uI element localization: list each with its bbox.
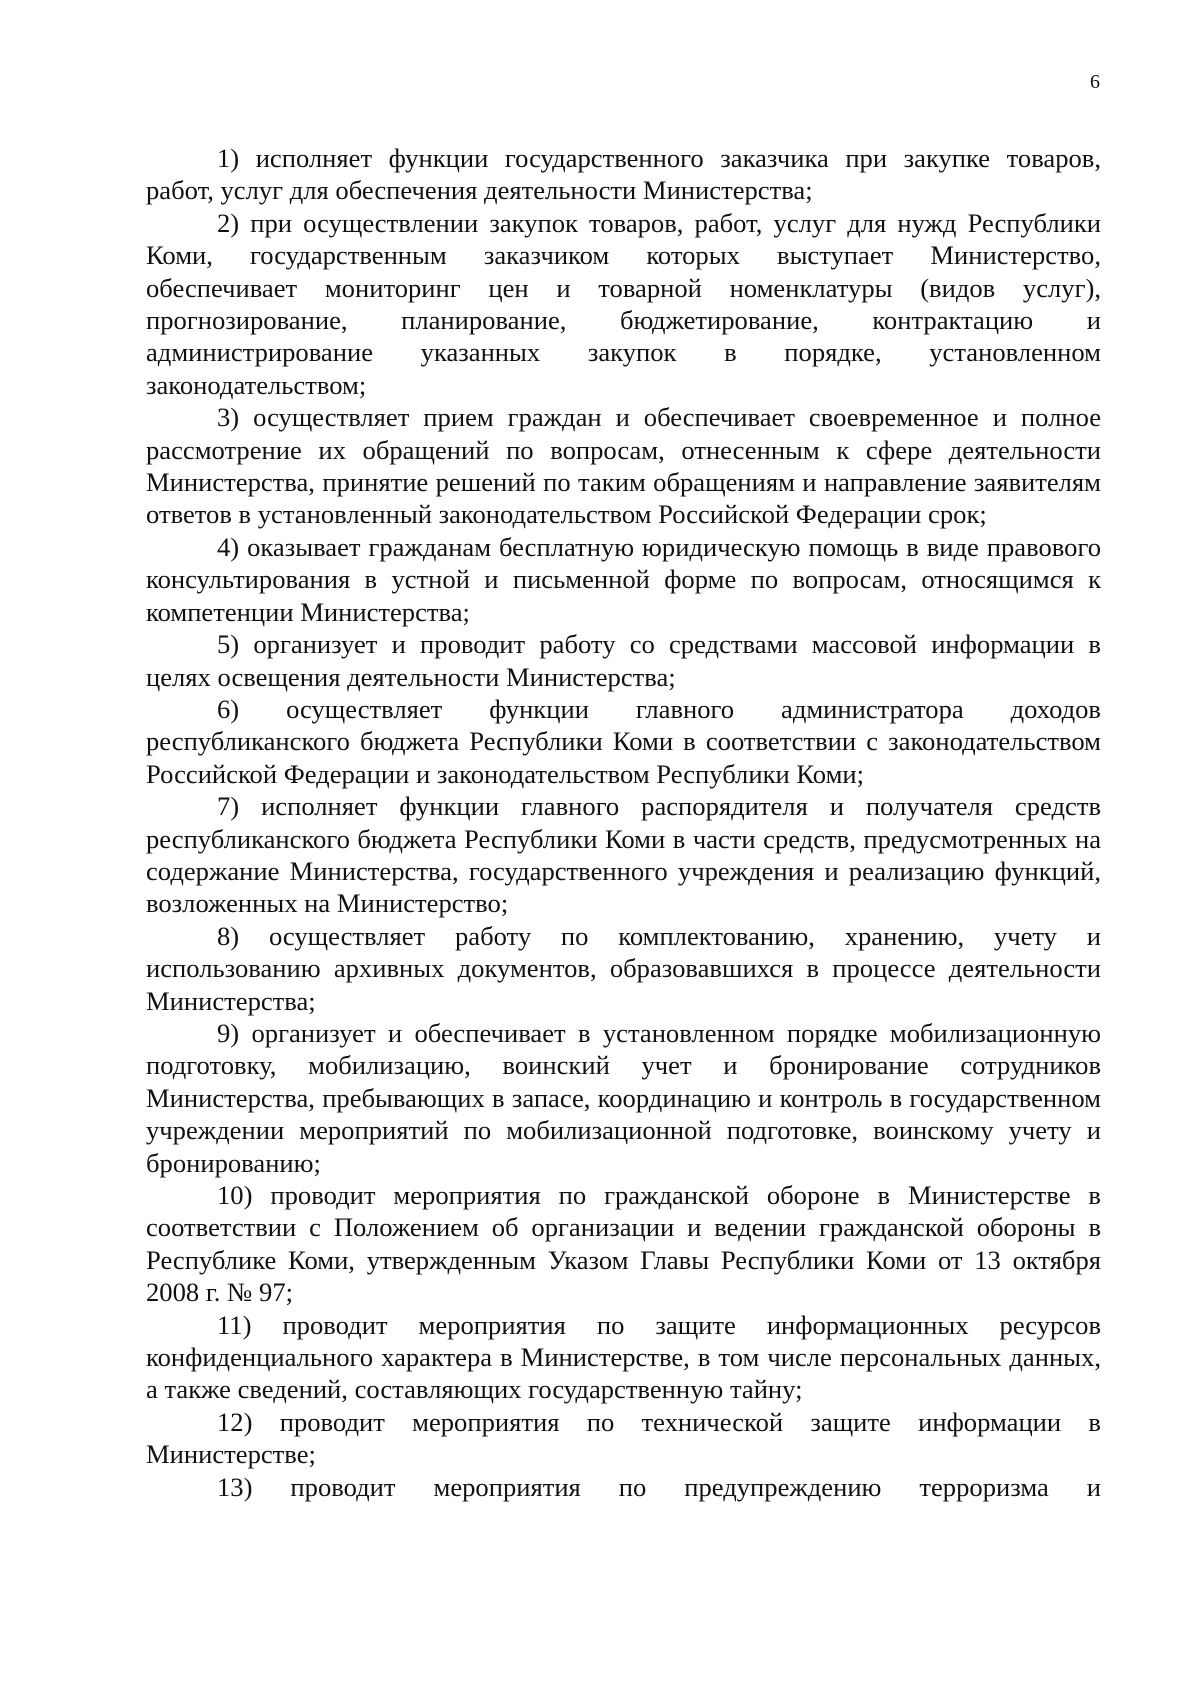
page-number: 6 xyxy=(1090,71,1100,93)
list-item-4: 4) оказывает гражданам бесплатную юридическую помощь в виде правового консультирования в устной и письменной форме по вопросам, относящимся к компетенции Министерства; xyxy=(146,531,1101,627)
list-item-11: 11) проводит мероприятия по защите информационных ресурсов конфиденциального характера в Министерстве, в том числе персональных данных, а также сведений, составляющих государственную тайну; xyxy=(146,1309,1101,1405)
list-item-2: 2) при осуществлении закупок товаров, работ, услуг для нужд Республики Коми, государственным заказчиком которых выступает Министерство, обеспечивает мониторинг цен и товарной номенклатуры (видов услуг), прогнозирование, планирование, бюджетирование, контрактацию и администрирование указанных закупок в порядке, установленном законодательством; xyxy=(146,207,1101,400)
list-item-6: 6) осуществляет функции главного администратора доходов республиканского бюджета Республики Коми в соответствии с законодательством Российской Федерации и законодательством Республики Коми; xyxy=(146,693,1101,789)
list-item-7: 7) исполняет функции главного распорядителя и получателя средств республиканского бюджета Республики Коми в части средств, предусмотренных на содержание Министерства, государственного учреждения и реализацию функций, возложенных на Министерство; xyxy=(146,791,1101,919)
list-item-3: 3) осуществляет прием граждан и обеспечивает своевременное и полное рассмотрение их обращений по вопросам, отнесенным к сфере деятельности Министерства, принятие решений по таким обращениям и направление заявителям ответов в установленный законодательством Российской Федерации срок; xyxy=(146,402,1101,530)
list-item-10: 10) проводит мероприятия по гражданской обороне в Министерстве в соответствии с Положением об организации и ведении гражданской обороны в Республике Коми, утвержденным Указом Главы Республики Коми от 13 октября 2008 г. № 97; xyxy=(146,1180,1101,1308)
document-body xyxy=(146,142,1101,1503)
list-item-9: 9) организует и обеспечивает в установленном порядке мобилизационную подготовку, мобилизацию, воинский учет и бронирование сотрудников Министерства, пребывающих в запасе, координацию и контроль в государственном учреждении мероприятий по мобилизационной подготовке, воинскому учету и бронированию; xyxy=(146,1017,1101,1178)
list-item-13: 13) проводит мероприятия по предупреждению терроризма и xyxy=(217,1471,1101,1502)
list-item-1: 1) исполняет функции государственного заказчика при закупке товаров, работ, услуг для обеспечения деятельности Министерства; xyxy=(146,143,1101,206)
list-item-8: 8) осуществляет работу по комплектованию, хранению, учету и использованию архивных документов, образовавшихся в процессе деятельности Министерства; xyxy=(146,920,1101,1016)
list-item-12: 12) проводит мероприятия по технической защите информации в Министерстве; xyxy=(146,1406,1101,1470)
list-item-5: 5) организует и проводит работу со средствами массовой информации в целях освещения деятельности Министерства; xyxy=(146,629,1101,692)
